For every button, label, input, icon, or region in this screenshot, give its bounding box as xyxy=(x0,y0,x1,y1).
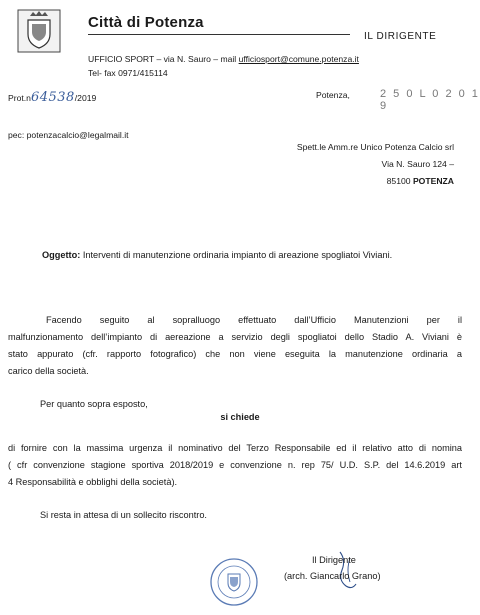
protocol-prefix: Prot.n xyxy=(8,93,31,103)
subject-label: Oggetto: xyxy=(42,250,81,260)
office-line xyxy=(88,54,359,64)
telfax-line: Tel- fax 0971/415114 xyxy=(88,68,168,78)
city-crest-logo xyxy=(14,8,64,54)
recipient-line-1: Spett.le Amm.re Unico Potenza Calcio srl xyxy=(296,142,454,152)
paragraph-1-line-3: stato appurato (cfr. rapporto fotografico) che non viene eseguita la manutenzione ordinaria a xyxy=(8,349,462,359)
paragraph-1-line-4: carico della società. xyxy=(8,366,89,376)
si-chiede: si chiede xyxy=(220,412,260,422)
recipient-line-2: Via N. Sauro 124 – xyxy=(381,159,454,169)
paragraph-1-line-1: Facendo seguito al sopralluogo effettuato dall’Ufficio Manutenzioni per il xyxy=(46,315,462,325)
signature-title: Il Dirigente xyxy=(312,555,356,565)
header-rule xyxy=(88,34,350,35)
pec-address: pec: potenzacalcio@legalmail.it xyxy=(8,130,129,140)
paragraph-3-line-1: di fornire con la massima urgenza il nominativo del Terzo Responsabile ed il relativo atto di nomina xyxy=(8,443,462,453)
paragraph-3-line-2: ( cfr convenzione stagione sportiva 2018/2019 e convenzione n. rep 75/ U.D. S.P. del 14.6.2019 art xyxy=(8,460,462,470)
city-name: Città di Potenza xyxy=(88,14,204,31)
recipient-city: POTENZA xyxy=(412,176,454,186)
protocol-number: 64538 xyxy=(30,90,75,105)
paragraph-2: Per quanto sopra esposto, xyxy=(40,399,148,409)
subject-text: Interventi di manutenzione ordinaria impianto di areazione spogliatoi Viviani. xyxy=(80,250,393,260)
subject-line xyxy=(42,250,392,260)
protocol-year: /2019 xyxy=(74,93,97,103)
office-email-link[interactable]: ufficiosport@comune.potenza.it xyxy=(238,54,359,64)
recipient-line-3 xyxy=(387,173,454,190)
dirigente-label: IL DIRIGENTE xyxy=(364,31,437,42)
protocol-line xyxy=(8,90,96,105)
paragraph-1 xyxy=(8,312,462,380)
signature-name: (arch. Giancarlo Grano) xyxy=(284,571,381,581)
official-seal-stamp xyxy=(209,557,259,607)
paragraph-4: Si resta in attesa di un sollecito riscontro. xyxy=(40,510,207,520)
date-stamp: 2 5 0 L 0 2 0 1 9 xyxy=(380,88,480,112)
office-prefix: UFFICIO SPORT – via N. Sauro – mail xyxy=(88,54,239,64)
paragraph-3-line-3: 4 Responsabilità e obblighi della società). xyxy=(8,477,178,487)
place-label: Potenza, xyxy=(316,90,350,100)
paragraph-3 xyxy=(8,440,462,491)
paragraph-1-line-2: malfunzionamento dell’impianto di aereazione a servizio degli spogliatoi dello Stadio A. Viviani è xyxy=(8,332,462,342)
recipient-cap: 85100 xyxy=(386,176,413,186)
